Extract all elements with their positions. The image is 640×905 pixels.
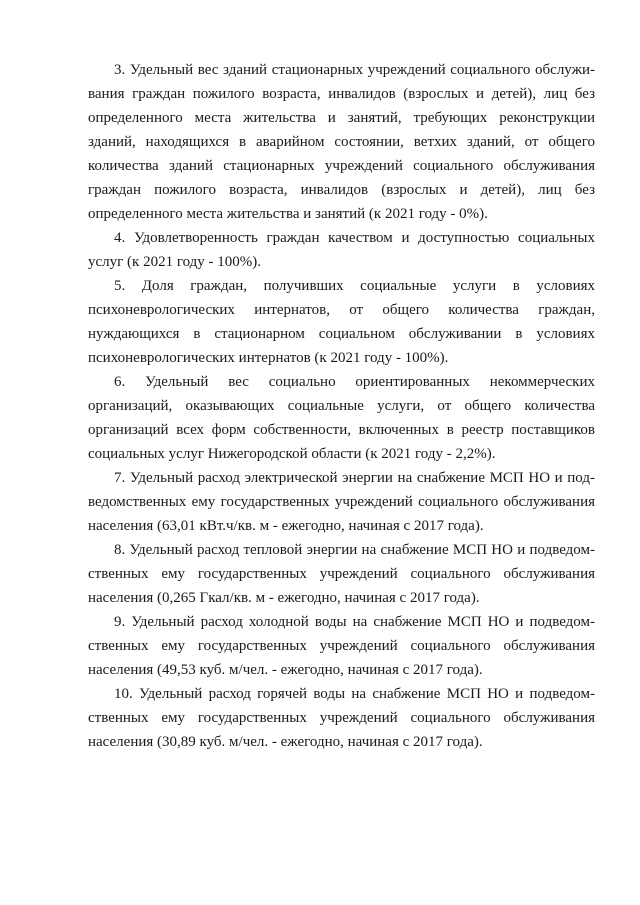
paragraph-item-6: 6. Удельный вес социально ориентированных некоммерческих организаций, оказывающих социальные услуги, от общего количества организаций всех форм собственности, включенных в реестр поставщиков социальных услуг Нижегородской области (к 2021 году - 2,2%). (88, 374, 595, 462)
paragraph-item-7: 7. Удельный расход электрической энергии на снабжение МСП НО и подведомственных ему государственных учреждений социального обслуживания населения (63,01 кВт.ч/кв. м - ежегодно, начиная с 2017 года). (88, 470, 595, 534)
paragraph-item-4: 4. Удовлетворенность граждан качеством и доступностью социальных услуг (к 2021 году - 100%). (88, 230, 595, 270)
paragraph-item-5: 5. Доля граждан, получивших социальные услуги в условиях психоневрологических интернатов, от общего количества граждан, нуждающихся в стационарном социальном обслуживании в условиях психоневрологических интернатов (к 2021 году - 100%). (88, 278, 595, 366)
paragraph-item-9: 9. Удельный расход холодной воды на снабжение МСП НО и подведомственных ему государственных учреждений социального обслуживания населения (49,53 куб. м/чел. - ежегодно, начиная с 2017 года). (88, 614, 595, 678)
paragraph-item-3: 3. Удельный вес зданий стационарных учреждений социального обслуживания граждан пожилого возраста, инвалидов (взрослых и детей), лиц без определенного места жительства и занятий, требующих реконструкции зданий, находящихся в аварийном состоянии, ветхих зданий, от общего количества зданий стационарных учреждений социального обслуживания граждан пожилого возраста, инвалидов (взрослых и детей), лиц без определенного места жительства и занятий (к 2021 году - 0%). (88, 62, 595, 222)
paragraph-item-8: 8. Удельный расход тепловой энергии на снабжение МСП НО и подведомственных ему государственных учреждений социального обслуживания населения (0,265 Гкал/кв. м - ежегодно, начиная с 2017 года). (88, 542, 595, 606)
paragraph-item-10: 10. Удельный расход горячей воды на снабжение МСП НО и подведомственных ему государственных учреждений социального обслуживания населения (30,89 куб. м/чел. - ежегодно, начиная с 2017 года). (88, 686, 595, 750)
document-page (88, 58, 595, 754)
